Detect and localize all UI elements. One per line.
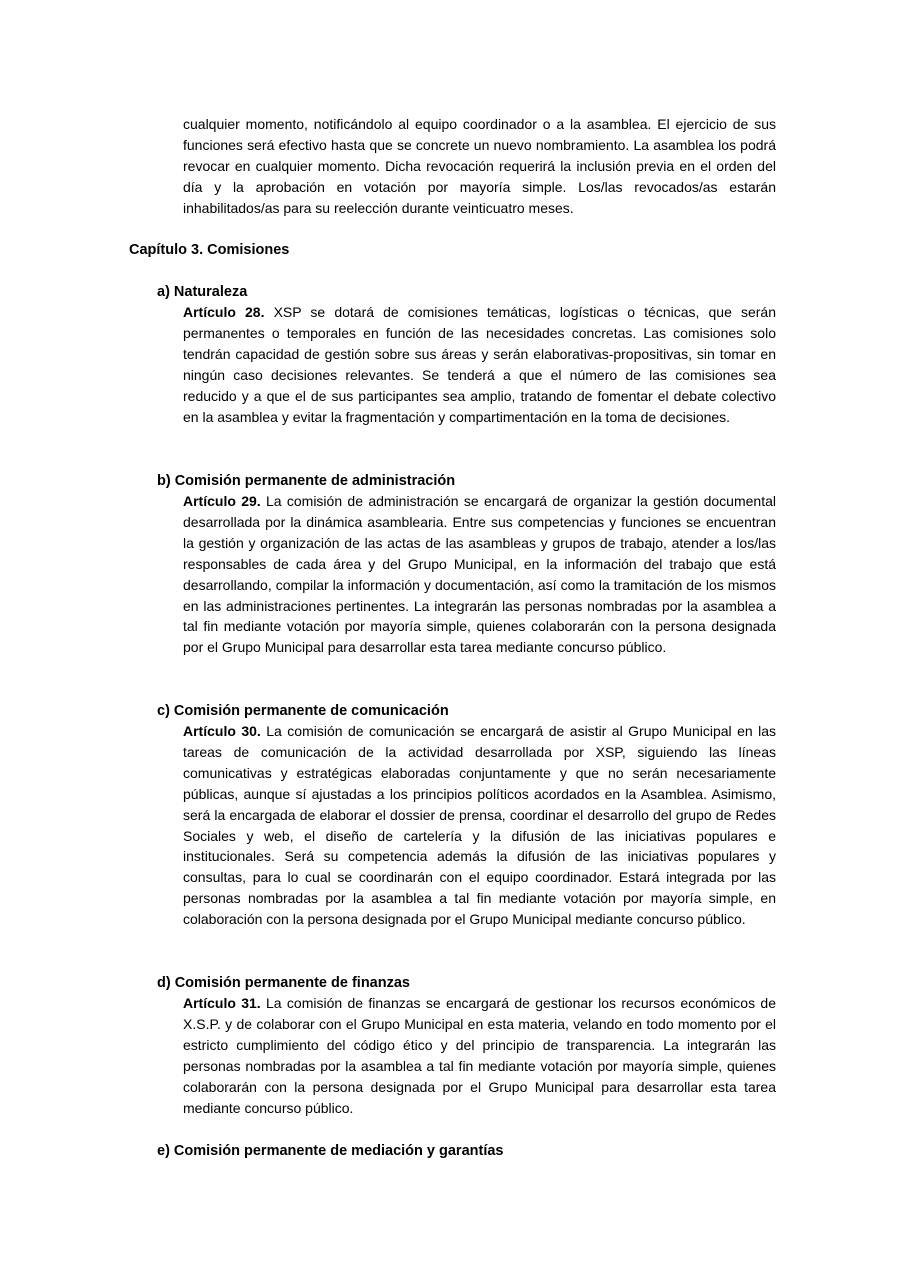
section-heading-b: b) Comisión permanente de administración <box>157 473 456 489</box>
article-31-label: Artículo 31. <box>183 995 261 1011</box>
section-heading-a: a) Naturaleza <box>157 284 248 300</box>
intro-paragraph: cualquier momento, notificándolo al equipo coordinador o a la asamblea. El ejercicio de sus funciones será efectivo hasta que se concrete un nuevo nombramiento. La asamblea los podrá revocar en cualquier momento. Dicha revocación requerirá la inclusión previa en el orden del día y la aprobación en votación por mayoría simple. Los/las revocados/as estarán inhabilitados/as para su reelección durante veinticuatro meses. <box>183 116 776 216</box>
article-31-paragraph <box>183 993 776 1118</box>
section-heading-e: e) Comisión permanente de mediación y garantías <box>157 1143 504 1159</box>
article-29-label: Artículo 29. <box>183 493 261 509</box>
article-28-paragraph <box>183 302 776 427</box>
article-30-text: La comisión de comunicación se encargará de asistir al Grupo Municipal en las tareas de comunicación de la actividad desarrollada por XSP, siguiendo las líneas comunicativas y estratégicas elaboradas conjuntamente y que no serán necesariamente públicas, aunque sí ajustadas a los principios políticos acordados en la Asamblea. Asimismo, será la encargada de elaborar el dossier de prensa, coordinar el desarrollo del grupo de Redes Sociales y web, el diseño de cartelería y la difusión de las iniciativas populares e institucionales. Será su competencia además la difusión de las iniciativas populares y consultas, para lo cual se coordinarán con el equipo coordinador. Estará integrada por las personas nombradas por la asamblea a tal fin mediante votación por mayoría simple, en colaboración con la persona designada por el Grupo Municipal mediante concurso público. <box>183 723 777 928</box>
article-29-text: La comisión de administración se encargará de organizar la gestión documental desarrollada por la dinámica asamblearia. Entre sus competencias y funciones se encuentran la gestión y organización de las actas de las asambleas y grupos de trabajo, atender a los/las responsables de cada área y del Grupo Municipal, en la información del trabajo que está desarrollando, compilar la información y documentación, así como la tramitación de los mismos en las administraciones pertinentes. La integrarán las personas nombradas por la asamblea a tal fin mediante votación por mayoría simple, quienes colaborarán con la persona designada por el Grupo Municipal para desarrollar esta tarea mediante concurso público. <box>183 493 776 656</box>
chapter-title: Capítulo 3. Comisiones <box>129 242 290 258</box>
article-28-text: XSP se dotará de comisiones temáticas, logísticas o técnicas, que serán permanentes o temporales en función de las necesidades concretas. Las comisiones solo tendrán capacidad de gestión sobre sus áreas y serán elaborativas-propositivas, sin tomar en ningún caso decisiones relevantes. Se tenderá a que el número de las comisiones sea reducido y a que el de sus participantes sea amplio, tratando de fomentar el debate colectivo en la asamblea y evitar la fragmentación y compartimentación en la toma de decisiones. <box>183 304 777 425</box>
section-heading-d: d) Comisión permanente de finanzas <box>157 975 410 991</box>
article-31-text: La comisión de finanzas se encargará de gestionar los recursos económicos de X.S.P. y de colaborar con el Grupo Municipal en esta materia, velando en todo momento por el estricto cumplimiento del código ético y del principio de transparencia. La integrarán las personas nombradas por la asamblea a tal fin mediante votación por mayoría simple, quienes colaborarán con la persona designada por el Grupo Municipal para desarrollar esta tarea mediante concurso público. <box>183 995 776 1116</box>
section-heading-c: c) Comisión permanente de comunicación <box>157 703 449 719</box>
article-30-paragraph <box>183 721 776 930</box>
article-28-label: Artículo 28. <box>183 304 265 320</box>
article-30-label: Artículo 30. <box>183 723 261 739</box>
article-29-paragraph <box>183 491 776 658</box>
